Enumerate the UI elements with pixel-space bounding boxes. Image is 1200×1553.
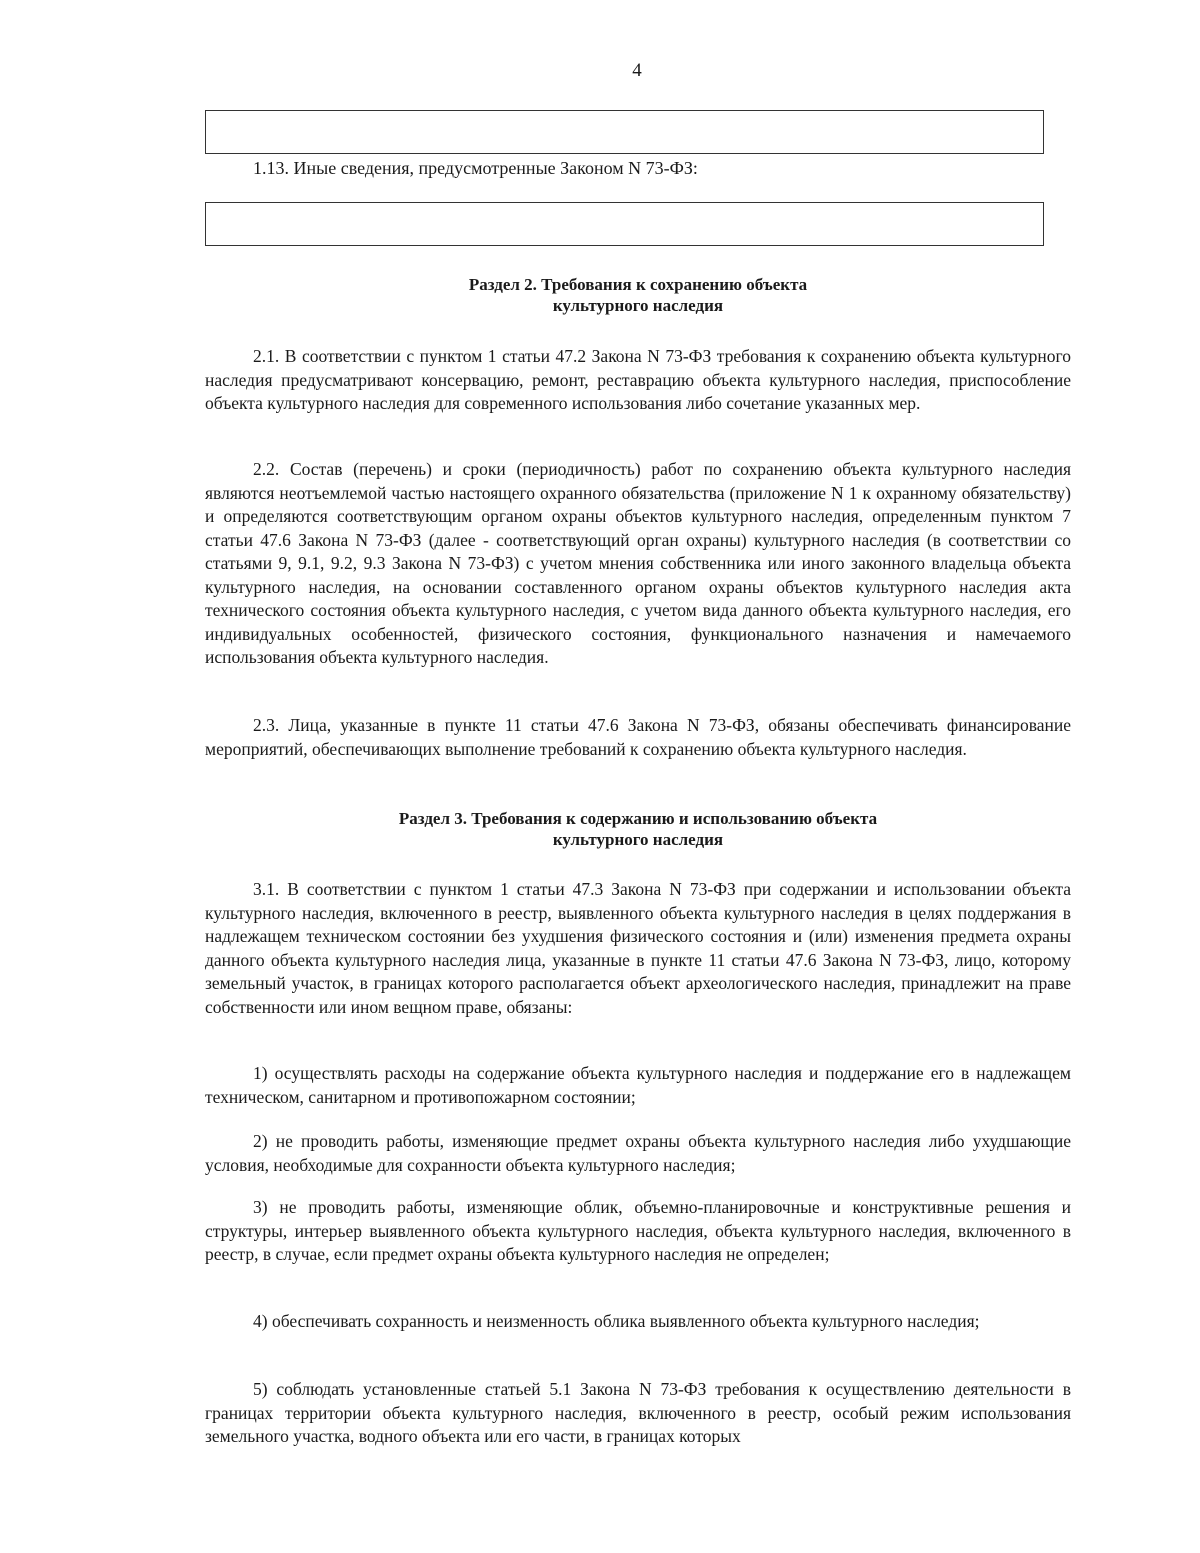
section-2-heading bbox=[205, 274, 1071, 316]
section-3-heading bbox=[205, 808, 1071, 850]
other-info-field-box bbox=[205, 202, 1044, 246]
paragraph-2-2: 2.2. Состав (перечень) и сроки (периодичность) работ по сохранению объекта культурного наследия являются неотъемлемой частью настоящего охранного обязательства (приложение N 1 к охранному обязательству) и определяются соответствующим органом охраны объектов культурного наследия, определенным пунктом 7 статьи 47.6 Закона N 73-ФЗ (далее - соответствующий орган охраны) культурного наследия (в соответствии со статьями 9, 9.1, 9.2, 9.3 Закона N 73-ФЗ) с учетом мнения собственника или иного законного владельца объекта культурного наследия, на основании составленного органом охраны объектов культурного наследия акта технического состояния объекта культурного наследия, с учетом вида данного объекта культурного наследия, его индивидуальных особенностей, физического состояния, функционального назначения и намечаемого использования объекта культурного наследия. bbox=[205, 459, 1071, 667]
list-item: 3) не проводить работы, изменяющие облик, объемно-планировочные и конструктивные решения и структуры, интерьер выявленного объекта культурного наследия, объекта культурного наследия, включенного в реестр, в случае, если предмет охраны объекта культурного наследия не определен; bbox=[205, 1197, 1071, 1264]
section-2-heading-line2: культурного наследия bbox=[552, 296, 724, 315]
page-number: 4 bbox=[632, 60, 642, 81]
empty-field-box bbox=[205, 110, 1044, 154]
list-item: 4) обеспечивать сохранность и неизменность облика выявленного объекта культурного наследия; bbox=[253, 1311, 980, 1331]
item-1-13-label: 1.13. Иные сведения, предусмотренные Законом N 73-ФЗ: bbox=[253, 158, 698, 178]
paragraph-3-1: 3.1. В соответствии с пунктом 1 статьи 47.3 Закона N 73-ФЗ при содержании и использовании объекта культурного наследия, включенного в реестр, выявленного объекта культурного наследия в целях поддержания в надлежащем техническом состоянии без ухудшения физического состояния и (или) изменения предмета охраны данного объекта культурного наследия лица, указанные в пункте 11 статьи 47.6 Закона N 73-ФЗ, лицо, которому земельный участок, в границах которого располагается объект археологического наследия, принадлежит на праве собственности или ином вещном праве, обязаны: bbox=[205, 879, 1071, 1017]
list-item: 2) не проводить работы, изменяющие предмет охраны объекта культурного наследия либо ухудшающие условия, необходимые для сохранности объекта культурного наследия; bbox=[205, 1131, 1071, 1175]
section-2-heading-line1: Раздел 2. Требования к сохранению объекта bbox=[468, 275, 808, 294]
section-3-heading-line2: культурного наследия bbox=[552, 830, 724, 849]
list-item: 1) осуществлять расходы на содержание объекта культурного наследия и поддержание его в надлежащем техническом, санитарном и противопожарном состоянии; bbox=[205, 1063, 1071, 1107]
paragraph-2-1: 2.1. В соответствии с пунктом 1 статьи 47.2 Закона N 73-ФЗ требования к сохранению объекта культурного наследия предусматривают консервацию, ремонт, реставрацию объекта культурного наследия, приспособление объекта культурного наследия для современного использования либо сочетание указанных мер. bbox=[205, 346, 1071, 413]
paragraph-2-3: 2.3. Лица, указанные в пункте 11 статьи 47.6 Закона N 73-ФЗ, обязаны обеспечивать финансирование мероприятий, обеспечивающих выполнение требований к сохранению объекта культурного наследия. bbox=[205, 715, 1071, 759]
section-3-heading-line1: Раздел 3. Требования к содержанию и использованию объекта bbox=[398, 809, 878, 828]
list-item: 5) соблюдать установленные статьей 5.1 Закона N 73-ФЗ требования к осуществлению деятельности в границах территории объекта культурного наследия, включенного в реестр, особый режим использования земельного участка, водного объекта или его части, в границах которых bbox=[205, 1379, 1071, 1446]
